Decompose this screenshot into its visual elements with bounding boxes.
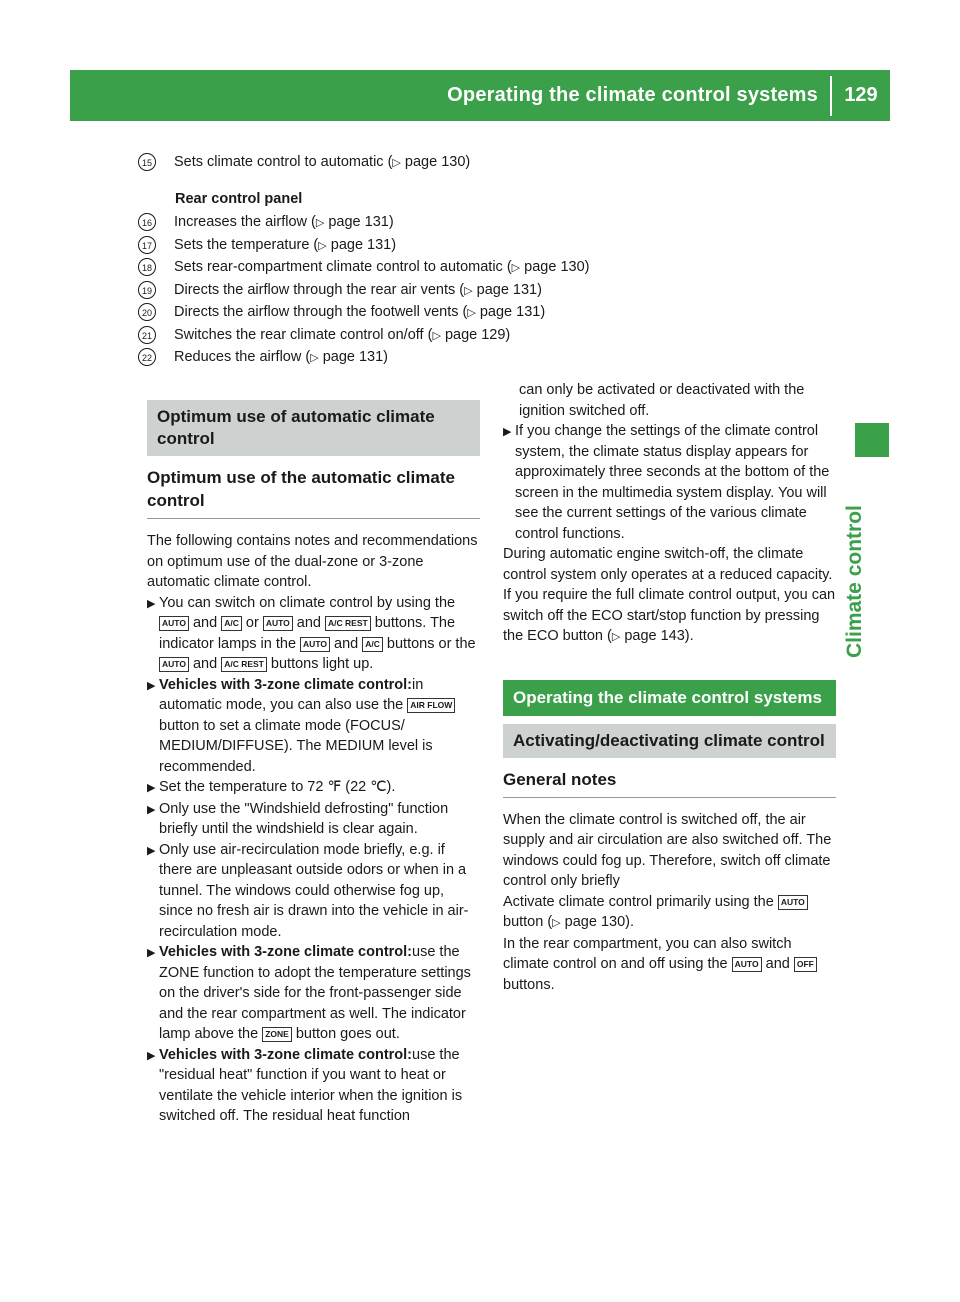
item-number: 20 xyxy=(138,303,156,321)
page-ref-arrow-icon: ▷ xyxy=(552,917,561,929)
list-item xyxy=(138,347,838,370)
section-heading: Optimum use of automatic climate control xyxy=(147,400,480,456)
paragraph: Activate climate control primarily using the AUTO button (▷ page 130). xyxy=(503,892,836,934)
bullet-item: ▶ Vehicles with 3-zone climate control:in automatic mode, you can also use the AIR FLOW button to set a climate mode (FOCUS/ MEDIUM/DIFFUSE). The MEDIUM level is recommended. xyxy=(147,675,480,778)
section-heading-green: Operating the climate control systems xyxy=(503,680,836,716)
bullet-item: ▶ Vehicles with 3-zone climate control:use the "residual heat" function if you want to heat or ventilate the vehicle interior when the ignition is switched off. The residual heat function xyxy=(147,1045,480,1127)
page-ref-arrow-icon: ▷ xyxy=(315,217,325,229)
chapter-label-text: Climate control xyxy=(843,505,866,658)
bullet-icon: ▶ xyxy=(147,803,156,816)
auto-button-icon: AUTO xyxy=(159,616,189,631)
item-number: 19 xyxy=(138,281,156,299)
page-ref-arrow-icon: ▷ xyxy=(310,352,319,364)
item-number: 21 xyxy=(138,326,156,344)
list-item xyxy=(138,152,838,175)
item-number: 22 xyxy=(138,348,156,366)
page-header xyxy=(70,70,890,121)
right-column xyxy=(503,380,836,995)
bullet-icon: ▶ xyxy=(147,782,156,794)
section-heading: Activating/deactivating climate control xyxy=(503,724,836,758)
item-text: Directs the airflow through the rear air vents (▷ page 131) xyxy=(174,281,542,298)
auto-button-icon: AUTO xyxy=(263,616,293,631)
chapter-label xyxy=(843,458,867,658)
item-number: 18 xyxy=(138,258,156,276)
ac-rest-button-icon: A/C REST xyxy=(325,616,371,631)
paragraph: In the rear compartment, you can also switch climate control on and off using the AUTO and OFF buttons. xyxy=(503,934,836,996)
list-item xyxy=(138,235,838,258)
rear-panel-heading: Rear control panel xyxy=(175,190,303,207)
bullet-item: ▶ If you change the settings of the climate control system, the climate status display appears for approximately three seconds at the bottom of the screen in the multimedia system display. You will see the current settings of the various climate control functions. xyxy=(503,421,836,544)
auto-button-icon: AUTO xyxy=(732,957,762,972)
page-ref-arrow-icon: ▷ xyxy=(318,239,327,252)
item-text: Switches the rear climate control on/off (▷ page 129) xyxy=(174,326,511,343)
bullet-item: ▶ Only use the "Windshield defrosting" function briefly until the windshield is clear again. xyxy=(147,799,480,840)
zone-button-icon: ZONE xyxy=(262,1027,292,1042)
page-number: 129 xyxy=(844,84,878,106)
left-column xyxy=(147,400,480,1127)
bullet-icon: ▶ xyxy=(147,844,156,857)
item-number: 15 xyxy=(138,153,156,171)
list-item xyxy=(138,212,838,235)
bullet-icon: ▶ xyxy=(147,679,156,692)
subsection-heading: General notes xyxy=(503,768,836,798)
bullet-item: ▶ Set the temperature to 72 ℉ (22 ℃). xyxy=(147,777,480,799)
page-title: Operating the climate control systems xyxy=(447,84,818,106)
ac-rest-button-icon: A/C REST xyxy=(221,657,267,672)
legend-list xyxy=(138,152,838,370)
bullet-icon: ▶ xyxy=(503,426,512,438)
bullet-icon: ▶ xyxy=(147,597,156,610)
list-item xyxy=(138,302,838,325)
item-text: Sets climate control to automatic (▷ page 130) xyxy=(174,154,471,170)
chapter-marker xyxy=(855,423,889,457)
bullet-item: ▶ You can switch on climate control by using the AUTO and A/C or AUTO and A/C REST buttons. The indicator lamps in the AUTO and A/C buttons or the AUTO and A/C REST buttons light up. xyxy=(147,593,480,675)
item-text: Reduces the airflow (▷ page 131) xyxy=(174,349,389,365)
item-text: Increases the airflow (▷ page 131) xyxy=(174,214,394,230)
list-item xyxy=(138,257,838,280)
page-ref-arrow-icon: ▷ xyxy=(464,284,473,297)
item-number: 17 xyxy=(138,236,156,254)
page-ref-arrow-icon: ▷ xyxy=(467,307,476,319)
page-ref-arrow-icon: ▷ xyxy=(511,262,521,274)
page-ref-arrow-icon: ▷ xyxy=(392,157,401,169)
subsection-heading: Optimum use of the automatic climate control xyxy=(147,466,480,519)
list-item xyxy=(138,280,838,303)
item-text: Directs the airflow through the footwell vents (▷ page 131) xyxy=(174,304,546,320)
ac-button-icon: A/C xyxy=(362,637,383,652)
intro-paragraph: The following contains notes and recommendations on optimum use of the dual-zone or 3-zone automatic climate control. xyxy=(147,533,478,590)
item-number: 16 xyxy=(138,213,156,231)
auto-button-icon: AUTO xyxy=(300,637,330,652)
off-button-icon: OFF xyxy=(794,957,817,972)
air-flow-button-icon: AIR FLOW xyxy=(407,698,455,713)
auto-button-icon: AUTO xyxy=(159,657,189,672)
item-text: Sets the temperature (▷ page 131) xyxy=(174,236,397,253)
bullet-item: ▶ Only use air-recirculation mode briefly, e.g. if there are unpleasant outside odors or when in a tunnel. The windows could otherwise fog up, since no fresh air is drawn into the vehicle in air-recirculation mode. xyxy=(147,840,480,943)
list-item xyxy=(138,325,838,348)
page-ref-arrow-icon: ▷ xyxy=(611,631,621,643)
continued-text: can only be activated or deactivated with the ignition switched off. xyxy=(519,382,805,419)
item-text: Sets rear-compartment climate control to automatic (▷ page 130) xyxy=(174,259,590,275)
eco-paragraph: During automatic engine switch-off, the climate control system only operates at a reduced capacity. If you require the full climate control output, you can switch off the ECO start/stop function by pressing the ECO button (▷ page 143). xyxy=(503,546,836,644)
bullet-icon: ▶ xyxy=(147,1049,156,1062)
page-ref-arrow-icon: ▷ xyxy=(432,329,441,342)
bullet-icon: ▶ xyxy=(147,947,156,959)
bullet-item: ▶ Vehicles with 3-zone climate control:use the ZONE function to adopt the temperature settings on the driver's side for the front-passenger side and the rear compartment as well. The indicator lamp above the ZONE button goes out. xyxy=(147,942,480,1045)
ac-button-icon: A/C xyxy=(221,616,242,631)
paragraph: When the climate control is switched off, the air supply and air circulation are also switched off. The windows could fog up. Therefore, switch off climate control only briefly xyxy=(503,811,832,889)
auto-button-icon: AUTO xyxy=(778,895,808,910)
